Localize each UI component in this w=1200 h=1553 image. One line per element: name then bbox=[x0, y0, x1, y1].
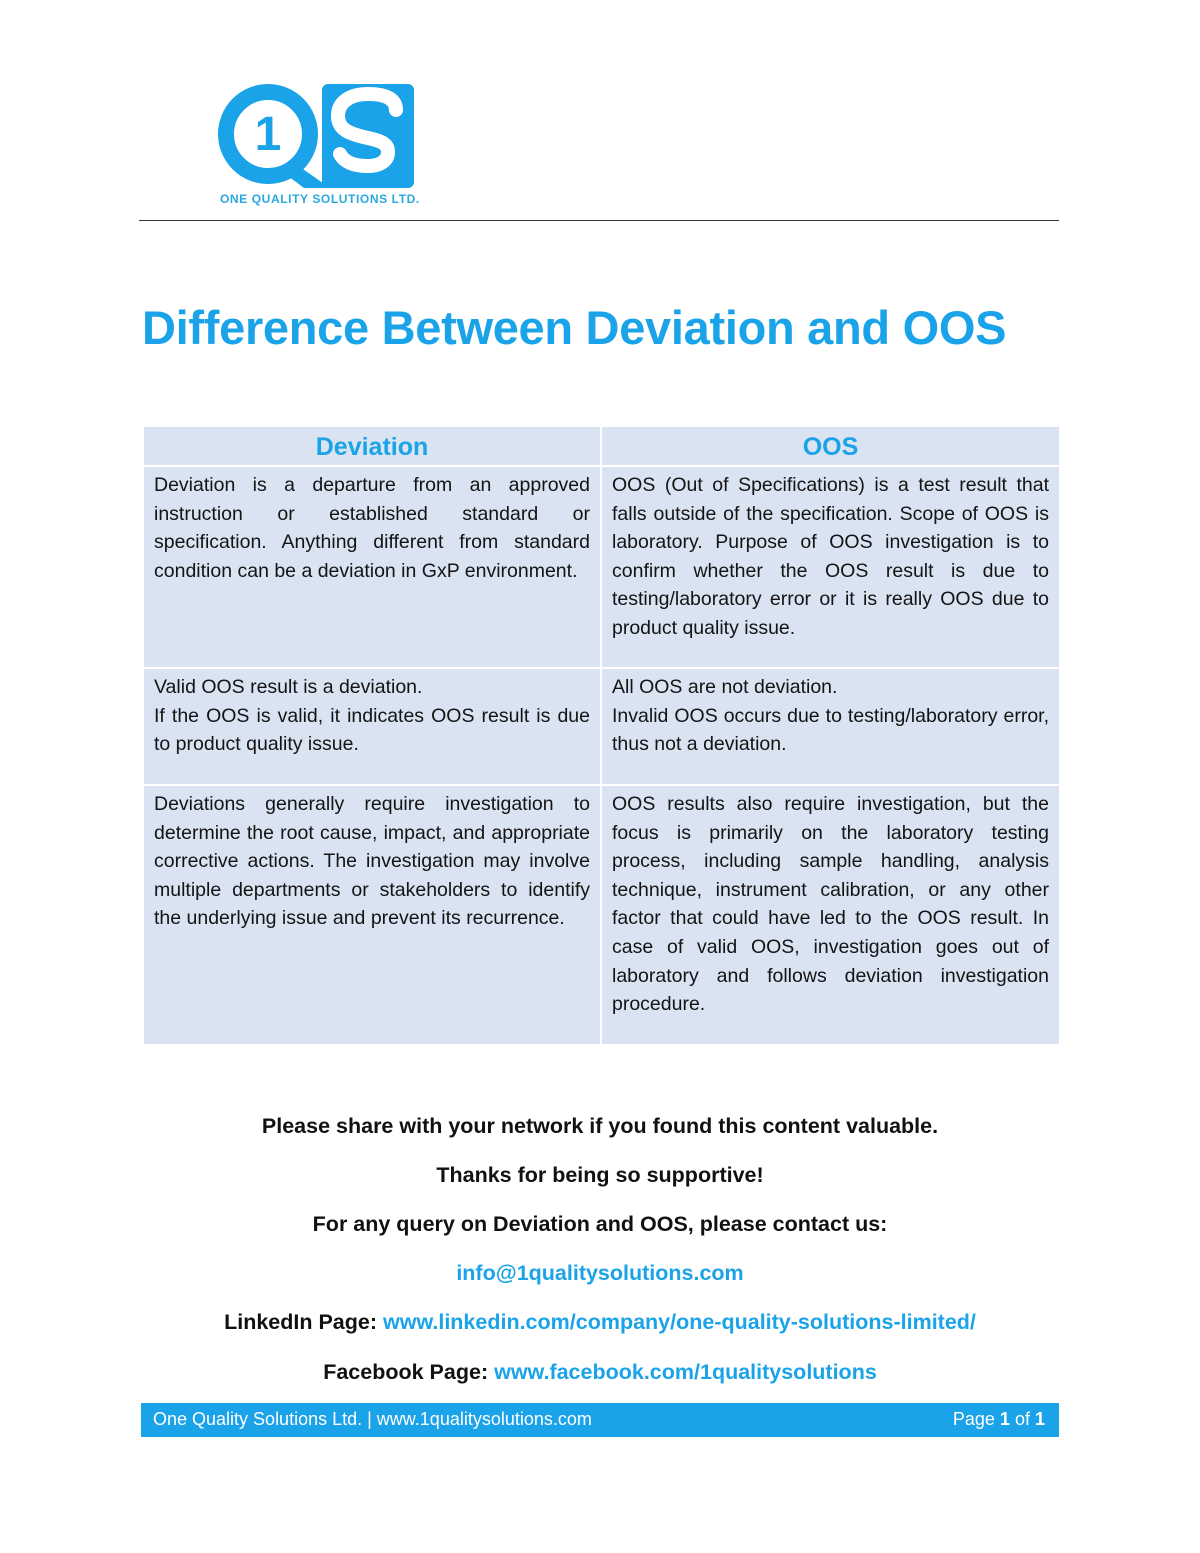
oos-cell bbox=[601, 466, 1060, 668]
share-message: Please share with your network if you found this content valuable. bbox=[261, 1114, 939, 1138]
oos-cell bbox=[601, 785, 1060, 1045]
footer-bar bbox=[141, 1403, 1059, 1437]
deviation-cell bbox=[143, 785, 601, 1045]
logo-mark bbox=[218, 80, 418, 192]
cell-text: Valid OOS result is a deviation. bbox=[154, 676, 423, 698]
comparison-table bbox=[142, 425, 1061, 1046]
email-line bbox=[0, 1261, 1200, 1286]
table-row bbox=[143, 466, 1060, 668]
column-header-deviation: Deviation bbox=[143, 426, 601, 466]
footer-company-site: One Quality Solutions Ltd. | www.1qualitysolutions.com bbox=[153, 1409, 592, 1429]
deviation-cell bbox=[143, 466, 601, 668]
cell-text: Invalid OOS occurs due to testing/laboratory error, thus not a deviation. bbox=[612, 704, 1049, 756]
column-header-oos: OOS bbox=[601, 426, 1060, 466]
facebook-line bbox=[0, 1360, 1200, 1385]
page-title: Difference Between Deviation and OOS bbox=[142, 301, 1007, 354]
cell-text: All OOS are not deviation. bbox=[612, 676, 838, 698]
logo-company-text: ONE QUALITY SOLUTIONS LTD. bbox=[220, 192, 420, 206]
header-divider bbox=[139, 220, 1059, 221]
oos-cell bbox=[601, 668, 1060, 785]
page-total: 1 bbox=[1034, 1409, 1045, 1429]
page-current: 1 bbox=[999, 1409, 1010, 1429]
table-row bbox=[143, 785, 1060, 1045]
logo-digit: 1 bbox=[254, 108, 282, 161]
deviation-cell bbox=[143, 668, 601, 785]
facebook-label: Facebook Page: bbox=[323, 1360, 489, 1384]
cell-text: Deviation is a departure from an approved instruction or established standard or specification. Anything different from standard condition can be a deviation in GxP environment. bbox=[154, 474, 590, 582]
linkedin-line bbox=[0, 1310, 1200, 1335]
table-header-row bbox=[143, 426, 1060, 466]
page-word: Page bbox=[952, 1409, 995, 1429]
footer-page-number bbox=[953, 1409, 1045, 1430]
of-word: of bbox=[1014, 1409, 1030, 1429]
linkedin-label: LinkedIn Page: bbox=[224, 1310, 378, 1334]
contact-prompt: For any query on Deviation and OOS, please contact us: bbox=[312, 1212, 888, 1236]
company-logo bbox=[218, 80, 418, 206]
facebook-link[interactable]: www.facebook.com/1qualitysolutions bbox=[494, 1360, 877, 1384]
cell-text: If the OOS is valid, it indicates OOS result is due to product quality issue. bbox=[154, 704, 590, 756]
cell-text: Deviations generally require investigation to determine the root cause, impact, and appropriate corrective actions. The investigation may involve multiple departments or stakeholders to identify the underlying issue and prevent its recurrence. bbox=[154, 793, 590, 930]
cell-text: OOS (Out of Specifications) is a test result that falls outside of the specification. Scope of OOS is laboratory. Purpose of OOS investigation is to confirm whether the OOS result is due to testing/laboratory error or it is really OOS due to product quality issue. bbox=[612, 474, 1049, 639]
cell-text: OOS results also require investigation, but the focus is primarily on the laboratory testing process, including sample handling, analysis technique, instrument calibration, or any other factor that could have led to the OOS result. In case of valid OOS, investigation goes out of laboratory and follows deviation investigation procedure. bbox=[612, 793, 1049, 1016]
linkedin-link[interactable]: www.linkedin.com/company/one-quality-solutions-limited/ bbox=[383, 1310, 976, 1334]
email-link[interactable]: info@1qualitysolutions.com bbox=[456, 1261, 744, 1285]
thanks-message: Thanks for being so supportive! bbox=[436, 1163, 764, 1187]
table-row bbox=[143, 668, 1060, 785]
